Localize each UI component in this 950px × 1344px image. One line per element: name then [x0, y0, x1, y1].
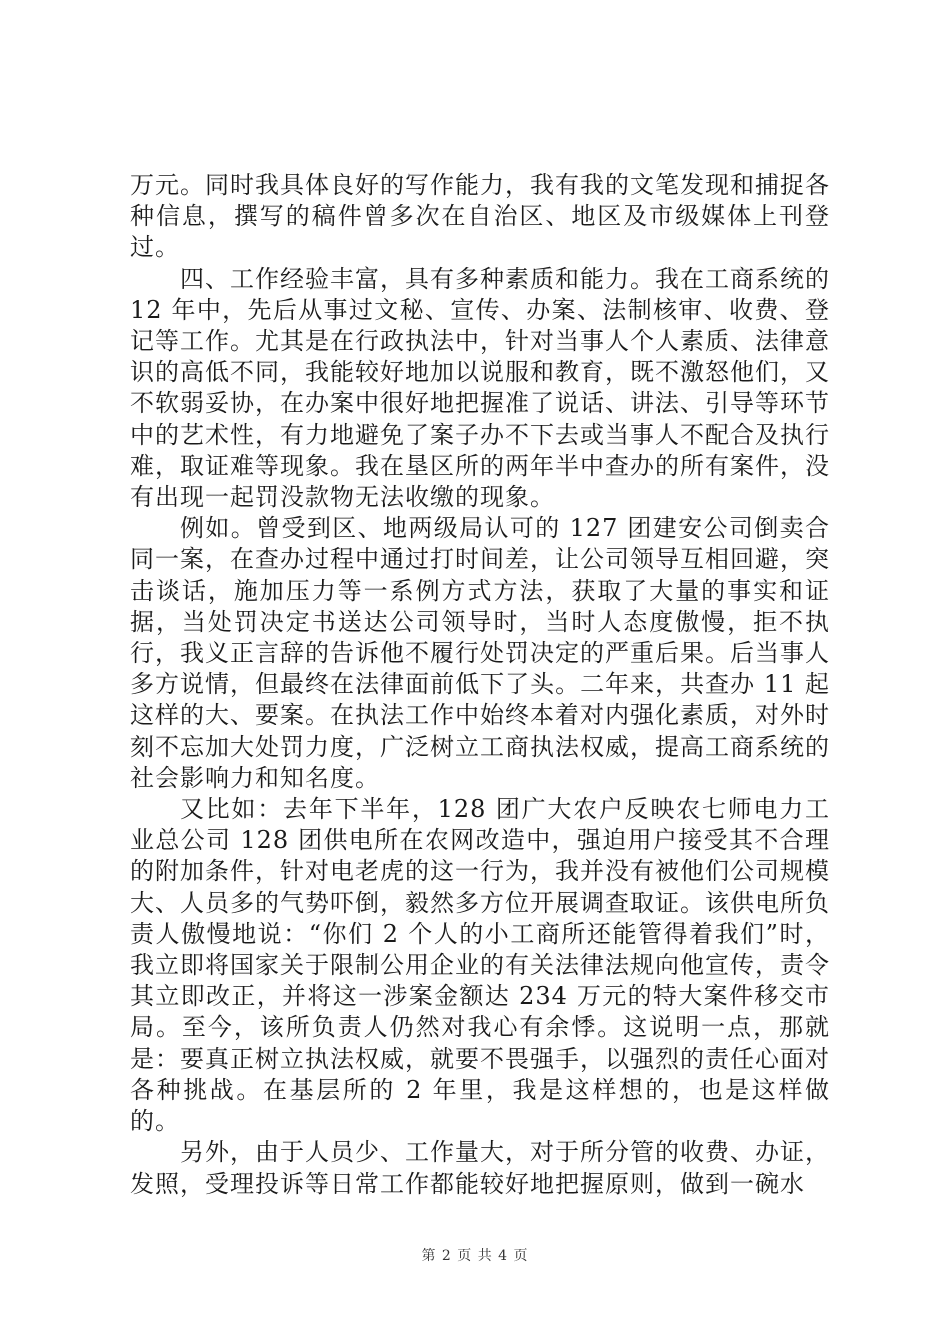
paragraph-3: 例如。曾受到区、地两级局认可的 127 团建安公司倒卖合同一案，在查办过程中通过打时间差，让公司领导互相回避，突击谈话，施加压力等一系例方式方法，获取了大量的事实和证据，当处罚决定书送达公司领导时，当时人态度傲慢，拒不执行，我义正言辞的告诉他不履行处罚决定的严重后果。后当事人多方说情，但最终在法律面前低下了头。二年来，共查办 11 起这样的大、要案。在执法工作中始终本着对内强化素质，对外时刻不忘加大处罚力度，广泛树立工商执法权威，提高工商系统的社会影响力和知名度。 — [130, 514, 830, 792]
paragraph-5: 另外，由于人员少、工作量大，对于所分管的收费、办证，发照，受理投诉等日常工作都能较好地把握原则，做到一碗水 — [130, 1138, 830, 1198]
document-body — [130, 170, 830, 1200]
paragraph-4: 又比如：去年下半年，128 团广大农户反映农七师电力工业总公司 128 团供电所在农网改造中，强迫用户接受其不合理的附加条件，针对电老虎的这一行为，我并没有被他们公司规模大、人员多的气势吓倒，毅然多方位开展调查取证。该供电所负责人傲慢地说：“你们 2 个人的小工商所还能管得着我们”时，我立即将国家关于限制公用企业的有关法律法规向他宣传，责令其立即改正，并将这一涉案金额达 234 万元的特大案件移交市局。至今，该所负责人仍然对我心有余悸。这说明一点，那就是：要真正树立执法权威，就要不畏强手，以强烈的责任心面对各种挑战。在基层所的 2 年里，我是这样想的，也是这样做的。 — [130, 795, 830, 1136]
paragraph-1: 万元。同时我具体良好的写作能力，我有我的文笔发现和捕捉各种信息，撰写的稿件曾多次在自治区、地区及市级媒体上刊登过。 — [130, 171, 830, 262]
paragraph-2: 四、工作经验丰富，具有多种素质和能力。我在工商系统的 12 年中，先后从事过文秘、宣传、办案、法制核审、收费、登记等工作。尤其是在行政执法中，针对当事人个人素质、法律意识的高低不同，我能较好地加以说服和教育，既不激怒他们，又不软弱妥协，在办案中很好地把握准了说话、讲法、引导等环节中的艺术性，有力地避免了案子办不下去或当事人不配合及执行难，取证难等现象。我在垦区所的两年半中查办的所有案件，没有出现一起罚没款物无法收缴的现象。 — [130, 264, 830, 512]
page-number-footer: 第 2 页 共 4 页 — [421, 1248, 529, 1264]
